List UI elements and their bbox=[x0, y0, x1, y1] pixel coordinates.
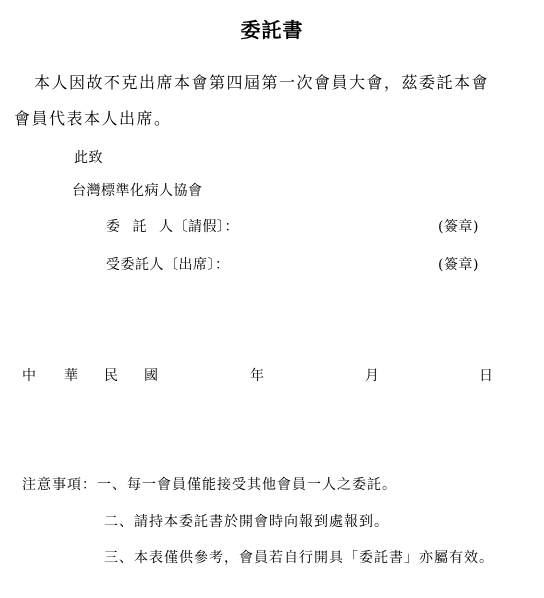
delegator-label-part-2: 託 bbox=[132, 219, 147, 235]
delegate-label: 受委託人〔出席〕： bbox=[106, 257, 230, 273]
date-day-label: 日 bbox=[479, 368, 493, 384]
delegator-label bbox=[106, 216, 239, 236]
delegator-signature-field: (簽章) bbox=[438, 219, 479, 235]
notes-item-3: 三、本表僅供參考，會員若自行開具「委託書」亦屬有效。 bbox=[104, 550, 494, 566]
date-month-label: 月 bbox=[365, 368, 379, 384]
delegate-signature-field: (簽章) bbox=[438, 257, 479, 273]
delegator-label-part-1: 委 bbox=[106, 219, 121, 235]
date-char-3: 民 bbox=[104, 368, 118, 384]
date-char-4: 國 bbox=[144, 368, 158, 384]
date-char-2: 華 bbox=[64, 368, 78, 384]
notes-item-1: 注意事項：一、每一會員僅能接受其他會員一人之委託。 bbox=[22, 477, 397, 493]
notes-item-2: 二、請持本委託書於開會時向報到處報到。 bbox=[104, 514, 389, 530]
body-text-line-1: 本人因故不克出席本會第四屆第一次會員大會，茲委託本會 bbox=[34, 73, 490, 92]
date-char-1: 中 bbox=[22, 368, 36, 384]
body-text-line-2: 會員代表本人出席。 bbox=[14, 109, 172, 128]
salutation: 此致 bbox=[74, 150, 103, 166]
date-year-label: 年 bbox=[250, 368, 264, 384]
delegator-label-part-3: 人〔請假〕： bbox=[159, 219, 239, 235]
document-title: 委託書 bbox=[240, 18, 304, 42]
association-name: 台灣標準化病人協會 bbox=[72, 183, 203, 199]
